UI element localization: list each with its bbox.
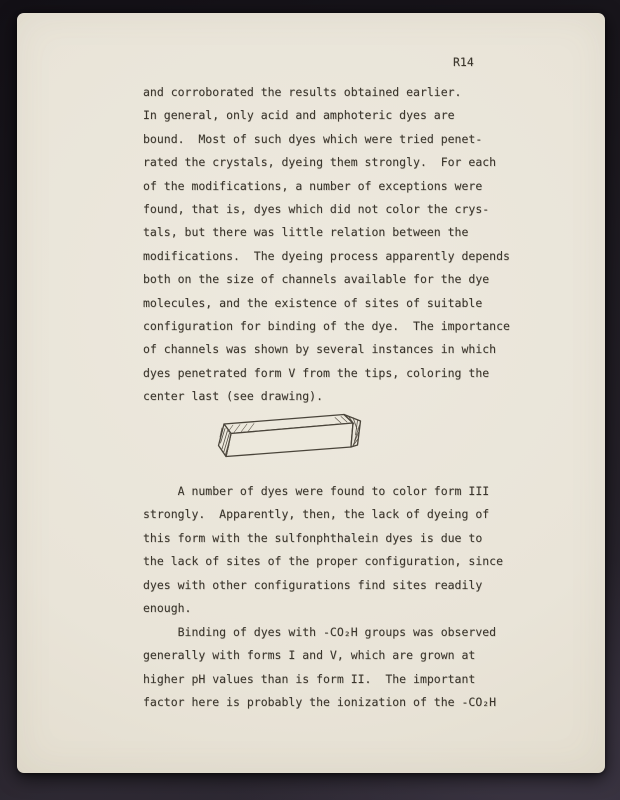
box-drawing [213,411,373,471]
text-line: and corroborated the results obtained earlier. [143,85,462,99]
text-line: center last (see drawing). [143,389,324,404]
text-line: this form with the sulfonphthalein dyes is due to [143,530,483,545]
text-line: rated the crystals, dyeing them strongly. For each [143,155,497,170]
text-line: modifications. The dyeing process apparently depends [143,248,510,263]
text-line: found, that is, dyes which did not color the crys- [143,202,490,217]
text-line: of channels was shown by several instances in which [143,342,497,357]
text-line: bound. Most of such dyes which were tried penet- [143,131,483,146]
body-paragraph-1 [143,81,510,409]
text-line: the lack of sites of the proper configuration, since [143,554,504,569]
text-line: both on the size of channels available for the dye [143,272,490,287]
text-line: configuration for binding of the dye. The importance [143,319,510,334]
text-line: of the modifications, a number of exceptions were [143,178,483,193]
text-line: tals, but there was little relation between the [143,225,469,240]
body-paragraph-3 [143,621,496,715]
text-line: Binding of dyes with -CO₂H groups was observed [143,625,497,639]
text-line: strongly. Apparently, then, the lack of dyeing of [143,507,490,522]
text-line: factor here is probably the ionization of the -CO₂H [143,695,497,710]
text-line: generally with forms I and V, which are grown at [143,648,476,663]
text-line: molecules, and the existence of sites of suitable [143,295,483,310]
page-number: R14 [453,55,474,69]
text-line: higher pH values than is form II. The important [143,671,476,686]
text-line: dyes with other configurations find sites readily [143,577,483,592]
text-line: enough. [143,601,192,616]
text-line: A number of dyes were found to color form III [143,484,490,498]
body-paragraph-2 [143,480,503,620]
text-line: In general, only acid and amphoteric dyes are [143,108,455,123]
text-line: dyes penetrated form V from the tips, coloring the [143,365,490,380]
manuscript-page [17,13,605,773]
